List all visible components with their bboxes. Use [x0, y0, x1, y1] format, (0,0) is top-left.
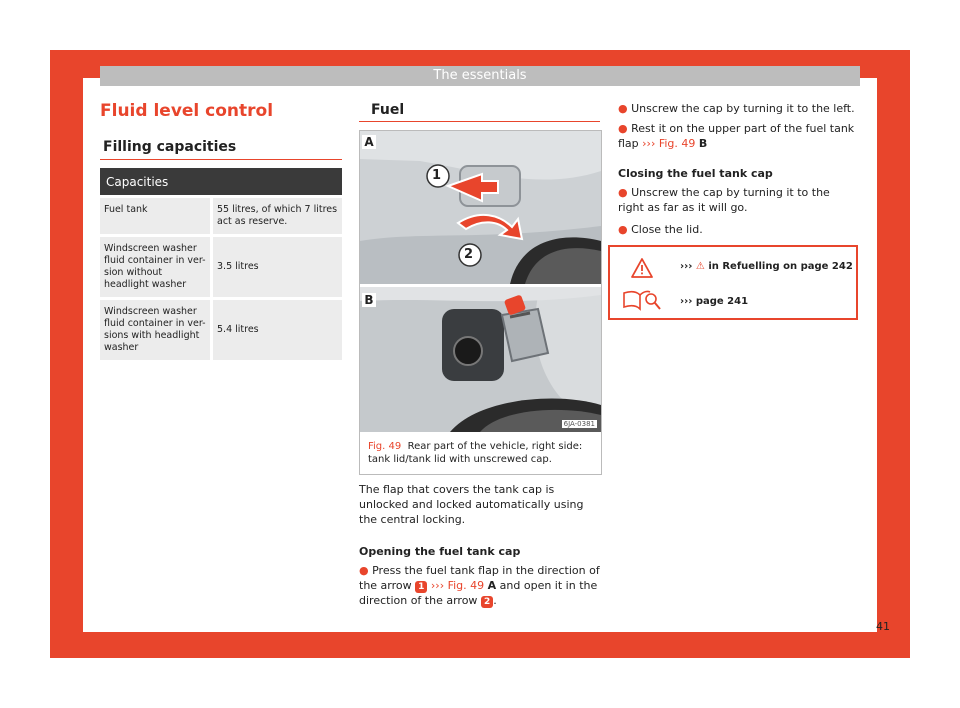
figure-49: [359, 130, 602, 475]
chapter-header: The essentials: [100, 66, 860, 86]
opening-heading: Opening the fuel tank cap: [359, 545, 521, 558]
figure-marker-1: 1: [432, 168, 442, 183]
opening-text-pre: Press the fuel tank flap in the direction of the arrow: [359, 564, 600, 592]
page-number: 41: [876, 620, 890, 633]
capacities-table: [100, 168, 342, 360]
arrow-2-badge: 2: [481, 596, 493, 608]
table-cell-item: Windscreen washer fluid container in ver-sions with headlight washer: [100, 299, 212, 361]
section-title: Fluid level control: [100, 101, 274, 121]
bullet-text: Unscrew the cap by turning it to the left.: [631, 102, 855, 115]
warning-triangle-icon: [631, 258, 653, 278]
book-magnifier-icon: [622, 289, 662, 311]
table-header: Capacities: [100, 168, 342, 197]
opening-bullet: [359, 563, 601, 608]
ref-arrows: ›››: [680, 261, 693, 272]
right-bullet-4: [618, 222, 858, 237]
page-reference[interactable]: ››› page 241: [680, 296, 749, 307]
bullet-text: Unscrew the cap by turning it to the right as far as it will go.: [618, 186, 830, 214]
panel-a-label: A: [362, 135, 376, 149]
fig-ref-letter: A: [487, 579, 497, 592]
bullet-icon: ●: [618, 102, 628, 115]
figure-panel-a-image: [360, 131, 601, 284]
opening-text-end: .: [493, 594, 497, 607]
bullet-text: Close the lid.: [631, 223, 703, 236]
table-cell-item: Windscreen washer fluid container in ver-sion without headlight washer: [100, 236, 212, 299]
figure-panel-b-image: [360, 287, 601, 432]
subsection-rule: [100, 159, 342, 160]
panel-b-label: B: [362, 293, 376, 307]
figure-caption: [368, 440, 596, 466]
opening-text-mid: and open it in the direction of the arrow: [359, 579, 598, 607]
fuel-intro: The flap that covers the tank cap is unlocked and locked automatically using the central locking.: [359, 483, 584, 526]
fuel-section-rule: [359, 121, 600, 122]
figure-marker-2: 2: [464, 247, 474, 262]
fig-ref-letter: B: [698, 137, 708, 150]
bullet-icon: ●: [618, 186, 628, 199]
right-bullet-2: [618, 121, 858, 151]
caption-text: Rear part of the vehicle, right side: tank lid/tank lid with unscrewed cap.: [368, 441, 583, 465]
bullet-text: Rest it on the upper part of the fuel tank flap: [618, 122, 855, 150]
closing-heading: Closing the fuel tank cap: [618, 167, 773, 180]
fig-reference-link[interactable]: ››› Fig. 49: [642, 137, 696, 150]
fuel-section-title: Fuel: [371, 102, 405, 118]
inline-warning-icon: ⚠: [695, 261, 705, 272]
warning-reference[interactable]: [680, 261, 853, 272]
table-cell-value: 55 litres, of which 7 litres act as reserve.: [212, 197, 343, 236]
subsection-title: Filling capacities: [103, 139, 237, 155]
table-cell-value: 5.4 litres: [212, 299, 343, 361]
right-bullet-3: [618, 185, 858, 215]
cross-reference-box: [608, 245, 858, 320]
right-bullet-1: [618, 101, 858, 116]
caption-label: Fig. 49: [368, 441, 402, 452]
bullet-icon: ●: [359, 564, 369, 577]
bullet-icon: ●: [618, 122, 628, 135]
table-cell-value: 3.5 litres: [212, 236, 343, 299]
arrow-1-badge: 1: [415, 581, 427, 593]
warning-reference-text: in Refuelling on page 242: [708, 261, 853, 272]
figure-code: 6JA-0381: [563, 420, 595, 428]
bullet-icon: ●: [618, 223, 628, 236]
table-cell-item: Fuel tank: [100, 197, 212, 236]
fig-reference-link[interactable]: ››› Fig. 49: [430, 579, 485, 592]
